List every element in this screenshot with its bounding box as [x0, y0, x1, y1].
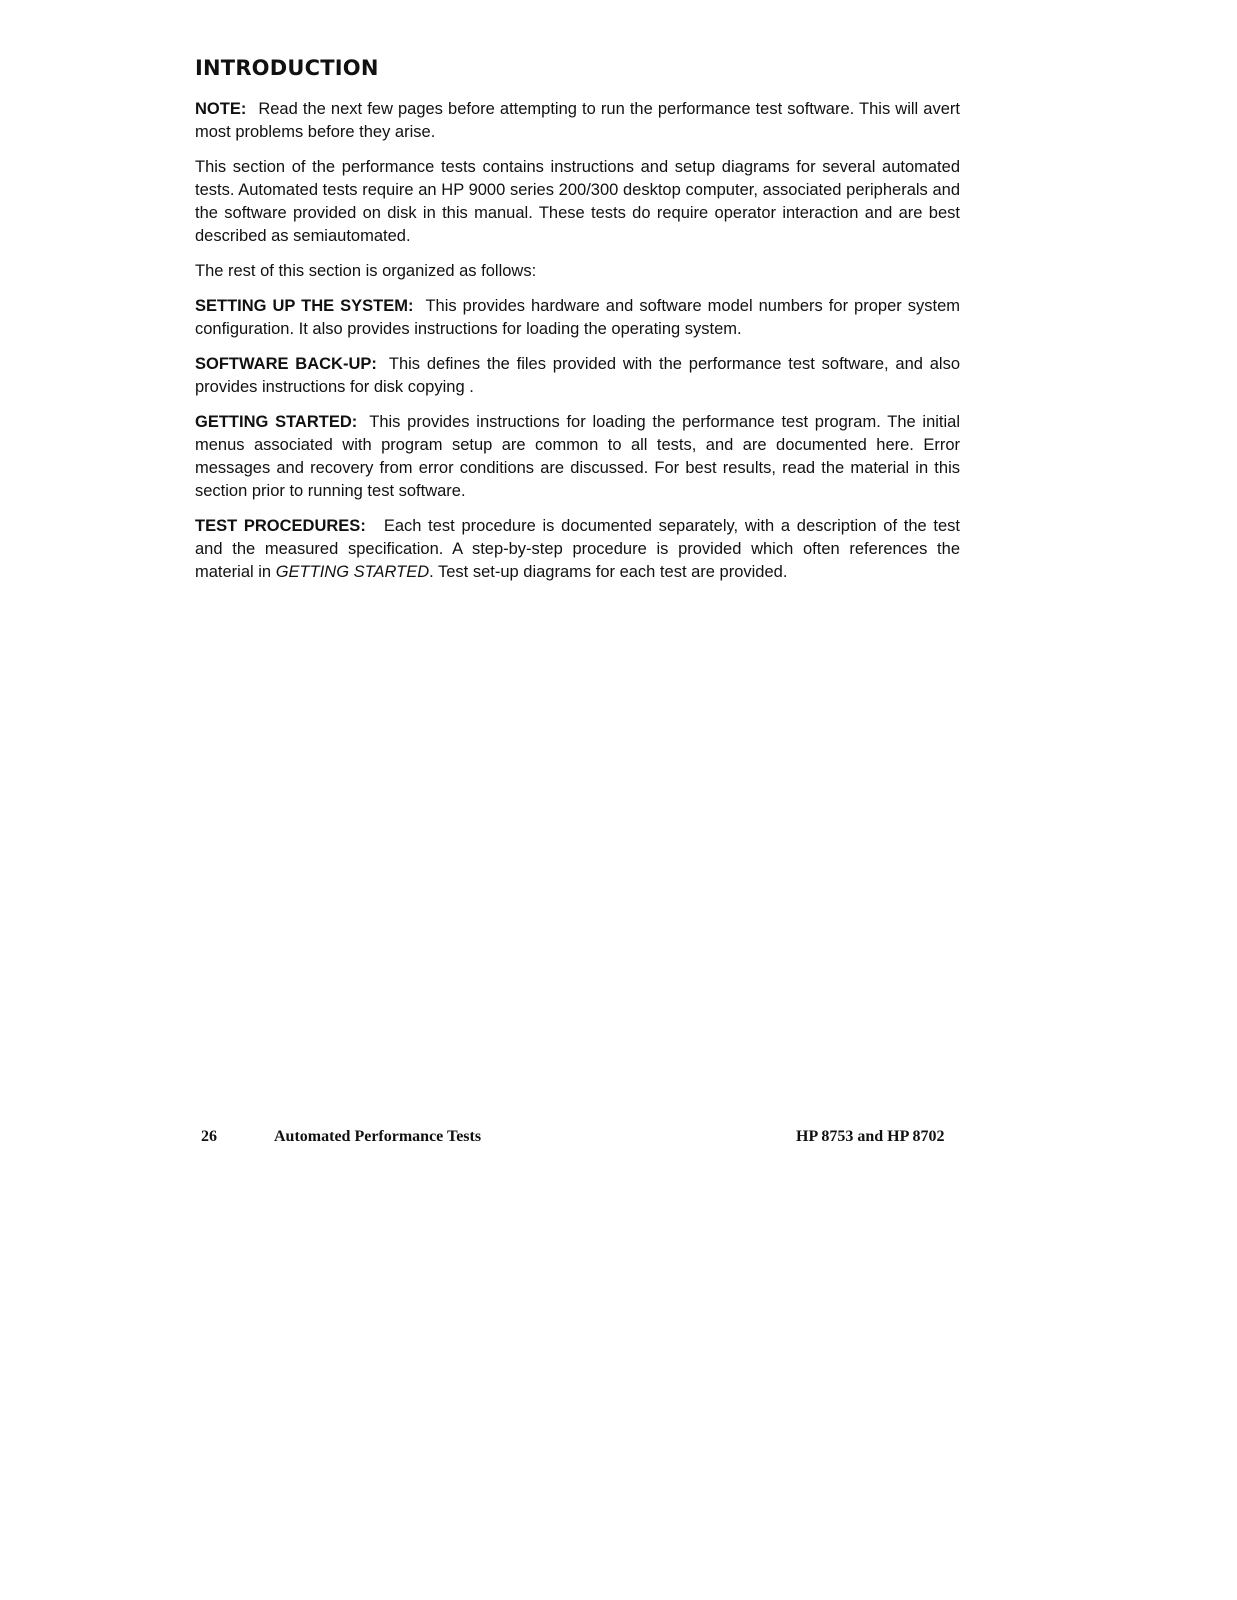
section-label: GETTING STARTED:	[195, 413, 358, 431]
section-text: This defines the files provided with the performance test software, and also provides instructions for disk copying .	[195, 355, 961, 396]
section-getting-started	[195, 411, 960, 503]
footer-page-number: 26	[201, 1128, 217, 1145]
note-label: NOTE:	[195, 100, 247, 118]
note-text: Read the next few pages before attempting to run the performance test software. This will avert most problems before they arise.	[195, 100, 960, 141]
section-label: SETTING UP THE SYSTEM:	[195, 297, 414, 315]
section-label: SOFTWARE BACK-UP:	[195, 355, 377, 373]
page-heading: INTRODUCTION	[195, 56, 379, 80]
section-text: This provides instructions for loading the performance test program. The initial menus associated with program setup are common to all tests, and are documented here. Error messages and recovery from error conditions are discussed. For best results, read the material in this section prior to running test software.	[195, 413, 961, 500]
section-text: Each test procedure is documented separately, with a description of the test and the measured specification. A step-by-step procedure is provided which often references the material in	[195, 517, 960, 581]
section-test-procedures	[195, 515, 960, 584]
section-emphasis: GETTING STARTED	[275, 563, 430, 581]
note-paragraph	[195, 98, 960, 144]
section-label: TEST PROCEDURES:	[195, 517, 366, 535]
section-software-backup	[195, 353, 960, 399]
section-text: This provides hardware and software model numbers for proper system configuration. It also provides instructions for loading the operating system.	[195, 297, 961, 338]
intro-paragraph: This section of the performance tests contains instructions and setup diagrams for several automated tests. Automated tests require an HP 9000 series 200/300 desktop computer, associated peripherals and the software provided on disk in this manual. These tests do require operator interaction and are best described as semiautomated.	[195, 158, 960, 245]
section-setting-up	[195, 295, 960, 341]
section-text-end: . Test set-up diagrams for each test are provided.	[429, 563, 788, 581]
organization-paragraph: The rest of this section is organized as follows:	[195, 262, 537, 280]
body-text	[195, 98, 960, 596]
footer-product: HP 8753 and HP 8702	[796, 1128, 945, 1145]
footer-section-title: Automated Performance Tests	[274, 1128, 482, 1145]
